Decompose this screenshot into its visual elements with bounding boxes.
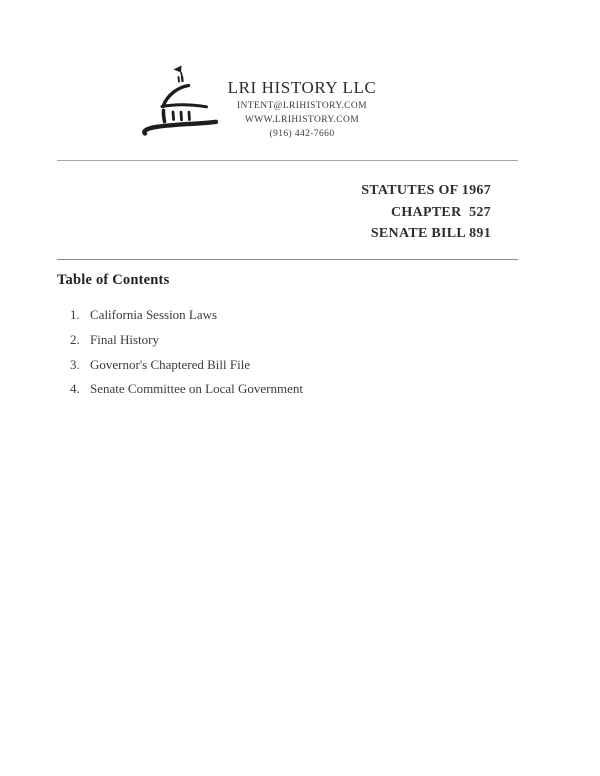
statutes-line: STATUTES OF 1967 [361,183,491,198]
toc-item-label: Senate Committee on Local Government [90,381,303,397]
company-email: INTENT@LRIHISTORY.COM [236,101,367,111]
table-of-contents [70,303,303,402]
toc-item-number: 4. [70,381,80,397]
letterhead [202,77,402,142]
horizontal-rule-bottom [57,259,518,260]
company-phone: (916) 442-7660 [269,129,335,140]
toc-item-label: Final History [90,332,159,348]
company-name: LRI HISTORY LLC [227,78,377,97]
toc-item-number: 1. [70,307,80,323]
toc-item [70,377,303,402]
bill-reference-block [361,180,491,245]
toc-item [70,328,303,353]
toc-item-label: Governor's Chaptered Bill File [90,356,251,372]
toc-item-number: 3. [70,356,80,372]
toc-heading: Table of Contents [57,272,170,288]
senate-bill-line: SENATE BILL 891 [370,226,491,242]
company-website: WWW.LRIHISTORY.COM [244,115,360,126]
toc-item-number: 2. [70,332,80,348]
chapter-line: CHAPTER 527 [390,204,491,220]
toc-item-label: California Session Laws [90,307,218,323]
toc-item [70,303,303,328]
toc-item [70,352,303,377]
horizontal-rule-top [57,160,518,161]
